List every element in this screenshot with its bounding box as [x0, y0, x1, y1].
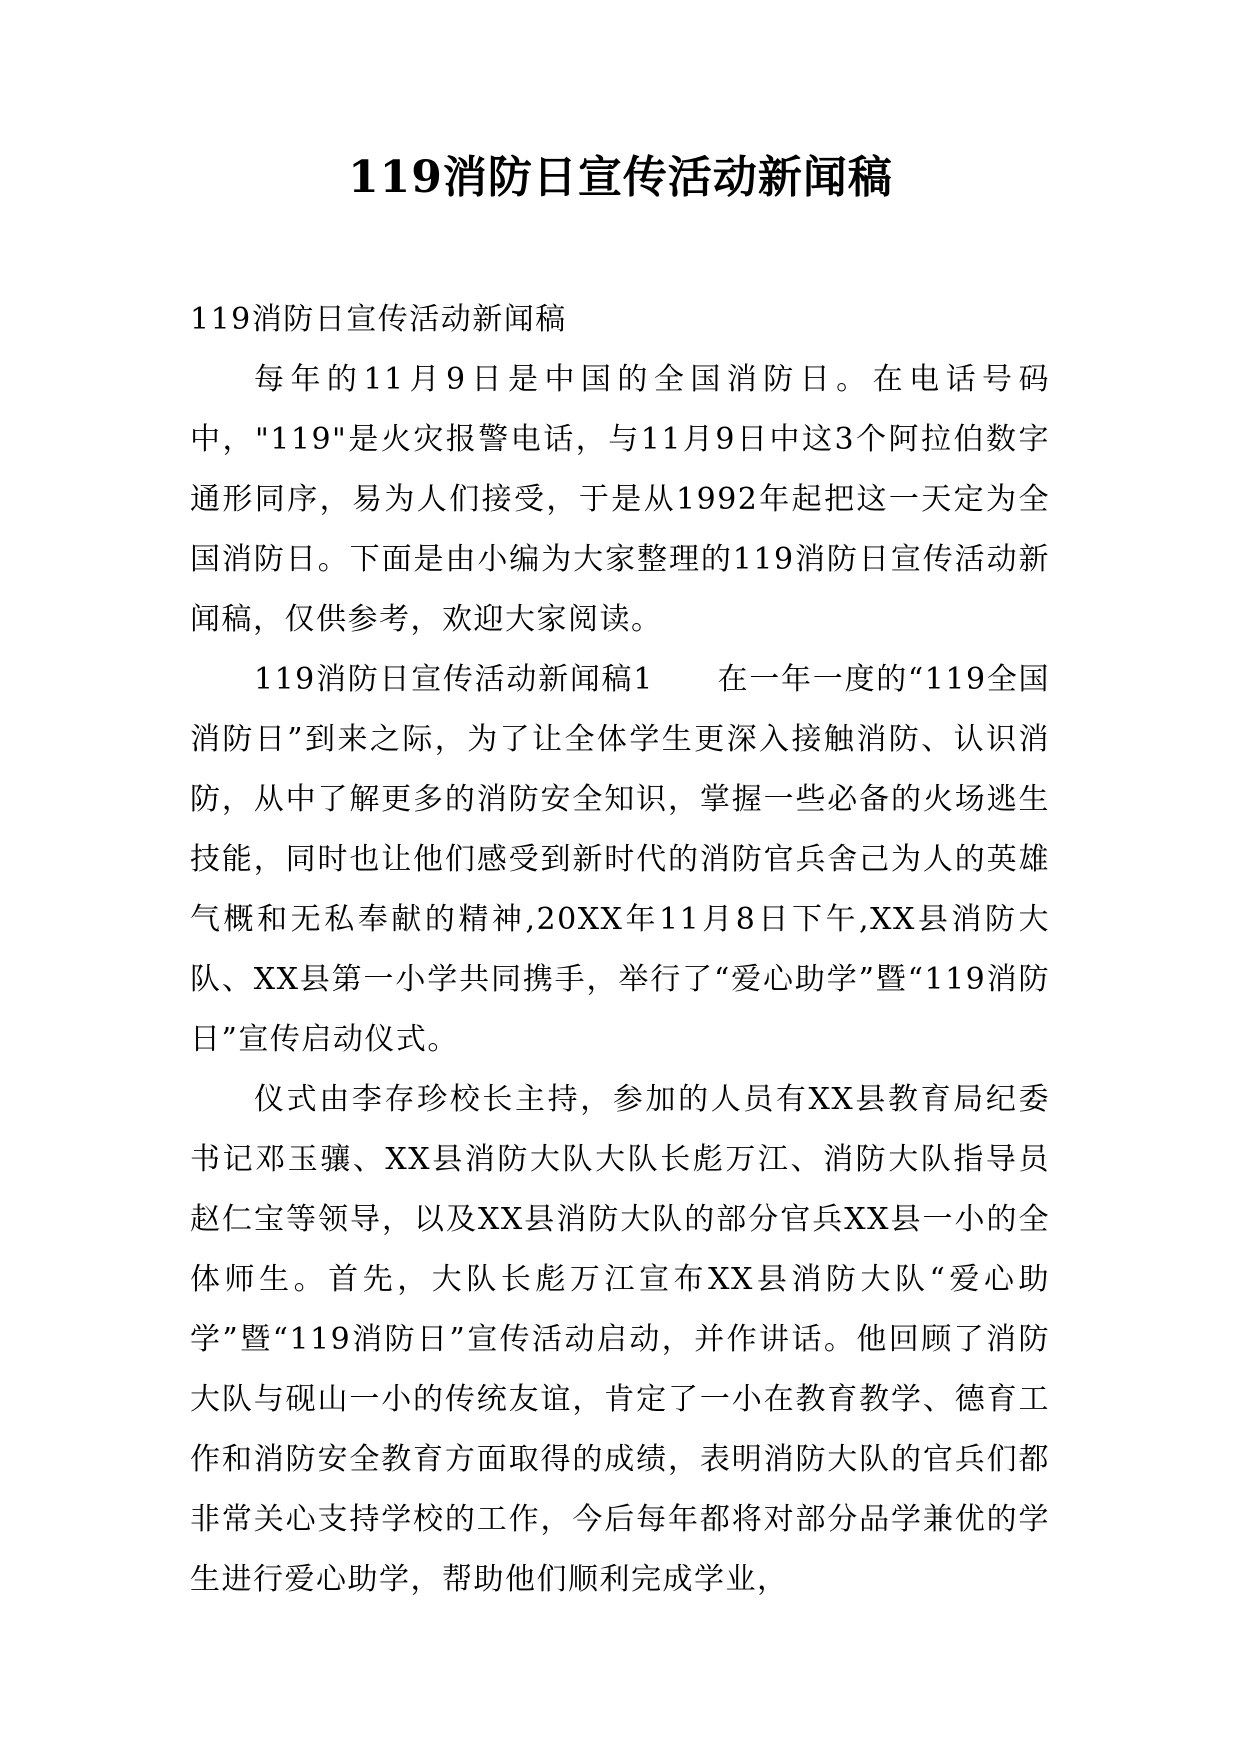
paragraph-ceremony: 仪式由李存珍校长主持，参加的人员有XX县教育局纪委书记邓玉骧、XX县消防大队大队长彪万江、消防大队指导员赵仁宝等领导，以及XX县消防大队的部分官兵XX县一小的全体师生。首先，大队长彪万江宣布XX县消防大队“爱心助学”暨“119消防日”宣传活动启动，并作讲话。他回顾了消防大队与砚山一小的传统友谊，肯定了一小在教育教学、德育工作和消防安全教育方面取得的成绩，表明消防大队的官兵们都非常关心支持学校的工作，今后每年都将对部分品学兼优的学生进行爱心助学，帮助他们顺利完成学业，	[190, 1082, 1050, 1597]
document-body	[190, 290, 1050, 1610]
document-title: 119消防日宣传活动新闻稿	[348, 152, 893, 203]
paragraph-intro: 每年的11月9日是中国的全国消防日。在电话号码中，"119"是火灾报警电话，与11月9日中这3个阿拉伯数字通形同序，易为人们接受，于是从1992年起把这一天定为全国消防日。下面是由小编为大家整理的119消防日宣传活动新闻稿，仅供参考，欢迎大家阅读。	[190, 362, 1050, 637]
document-subtitle: 119消防日宣传活动新闻稿	[190, 302, 567, 337]
paragraph-article-1: 119消防日宣传活动新闻稿1 在一年一度的“119全国消防日”到来之际，为了让全体学生更深入接触消防、认识消防，从中了解更多的消防安全知识，掌握一些必备的火场逃生技能，同时也让他们感受到新时代的消防官兵舍己为人的英雄气概和无私奉献的精神,20XX年11月8日下午,XX县消防大队、XX县第一小学共同携手，举行了“爱心助学”暨“119消防日”宣传启动仪式。	[190, 662, 1050, 1057]
